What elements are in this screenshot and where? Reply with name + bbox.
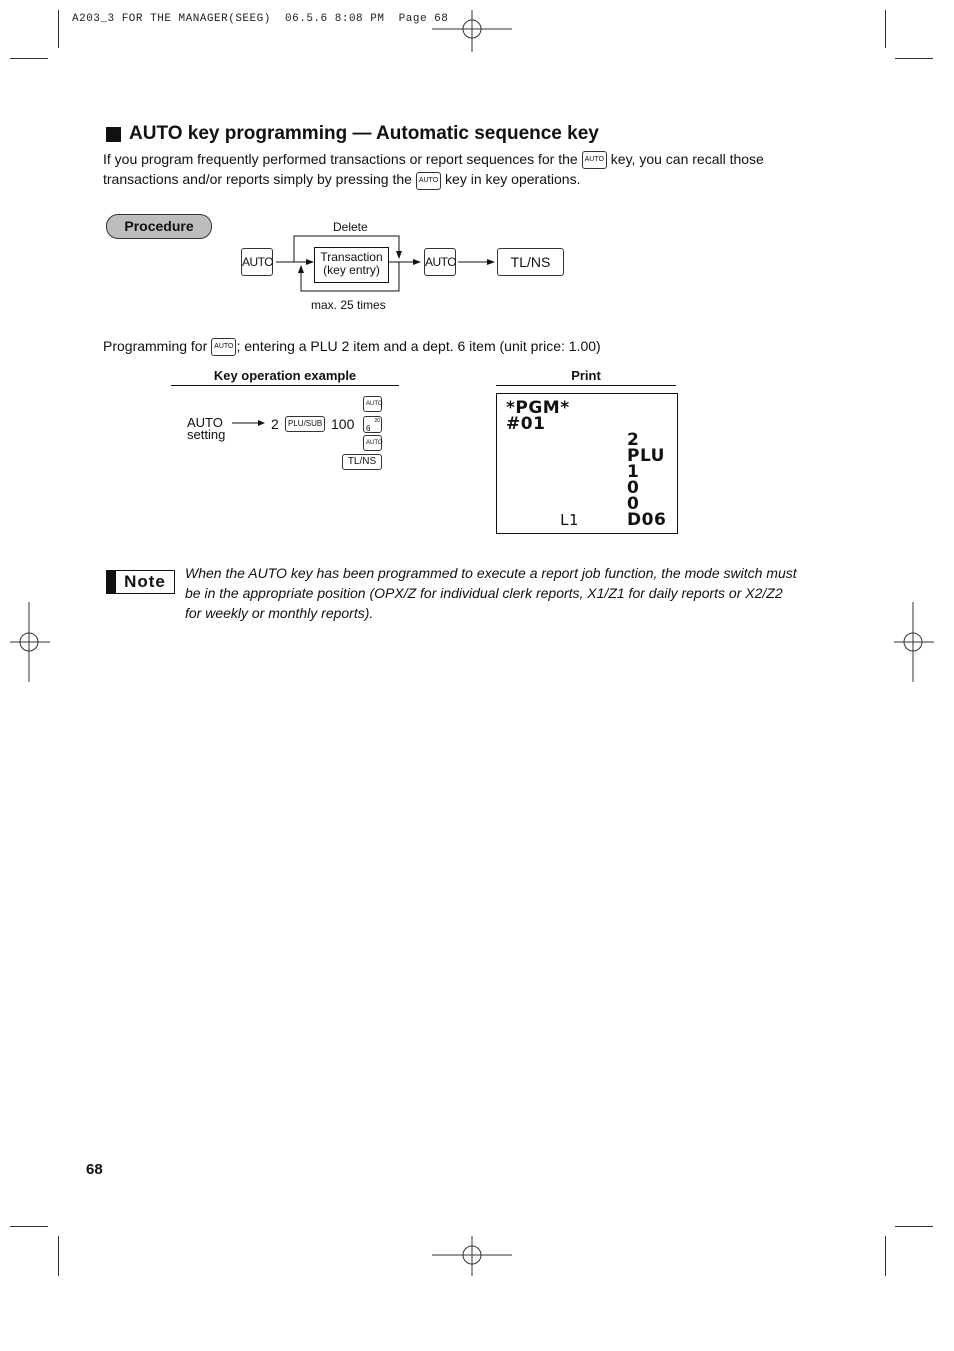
note-text <box>185 563 835 623</box>
auto-setting-label <box>187 417 225 441</box>
transaction-box <box>314 247 389 283</box>
crop-mark <box>10 1226 48 1227</box>
programming-text: ; entering a PLU 2 item and a dept. 6 item (unit price: 1.00) <box>236 338 601 354</box>
print-header-slug: A203_3 FOR THE MANAGER(SEEG) 06.5.6 8:08 PM Page 68 <box>72 13 449 25</box>
procedure-flow-lines <box>270 228 510 298</box>
intro-text: key, you can recall those <box>610 151 764 167</box>
receipt-line: 1 <box>627 462 640 482</box>
registration-mark-left <box>10 602 50 682</box>
intro-line-1 <box>103 149 803 169</box>
intro-text: key in key operations. <box>445 171 581 188</box>
page-number: 68 <box>86 1161 103 1178</box>
transaction-sublabel: (key entry) <box>323 263 380 277</box>
crop-mark <box>885 1236 886 1276</box>
crop-mark <box>885 10 886 48</box>
intro-text: transactions and/or reports simply by pressing the <box>103 171 412 188</box>
registration-mark-right <box>894 602 934 682</box>
auto-key-icon: AUTO <box>416 172 441 190</box>
receipt-line: 0 <box>627 478 640 498</box>
entry-number: 100 <box>331 416 355 432</box>
auto-key: AUTO <box>241 248 273 276</box>
tl-ns-key: TL/NS <box>497 248 564 276</box>
note-bar-icon <box>107 571 116 593</box>
crop-mark <box>10 58 48 59</box>
auto-label: AUTO <box>187 415 223 430</box>
receipt-line: #01 <box>506 414 546 434</box>
square-bullet-icon <box>106 127 121 142</box>
intro-line-2 <box>103 169 803 189</box>
entry-number: 2 <box>271 416 279 432</box>
dept-6-key <box>363 416 382 433</box>
receipt-printout <box>496 393 678 534</box>
receipt-line: 0 <box>627 494 640 514</box>
auto-key-icon: AUTO <box>211 338 236 356</box>
delete-label: Delete <box>333 220 368 234</box>
print-heading: Print <box>496 368 676 386</box>
key-operation-heading: Key operation example <box>171 368 399 386</box>
programming-text: Programming for <box>103 338 208 354</box>
receipt-line: D06 <box>627 510 667 530</box>
note-line: for weekly or monthly reports). <box>185 605 374 621</box>
receipt-line: *PGM* <box>506 398 570 418</box>
arrow-icon <box>232 419 266 427</box>
auto-key-small: AUTO <box>363 435 382 451</box>
note-line: be in the appropriate position (OPX/Z for individual clerk reports, X1/Z1 for daily reports or X2/Z2 <box>185 585 783 601</box>
receipt-line: PLU <box>627 446 665 466</box>
auto-key: AUTO <box>424 248 456 276</box>
note-line: When the AUTO key has been programmed to execute a report job function, the mode switch must <box>185 565 797 581</box>
note-badge <box>106 570 175 594</box>
procedure-label: Procedure <box>106 214 212 239</box>
auto-key-small: AUTO <box>363 396 382 412</box>
transaction-label: Transaction <box>320 250 383 264</box>
crop-mark <box>895 1226 933 1227</box>
dept-key-number: 6 <box>366 424 371 433</box>
crop-mark <box>58 10 59 48</box>
receipt-line: 2 <box>627 430 640 450</box>
intro-paragraph <box>103 149 803 190</box>
receipt-l1: L1 <box>560 511 579 529</box>
setting-label: setting <box>187 427 226 442</box>
dept-key-superscript: 20 <box>374 418 380 424</box>
repeat-limit-label: max. 25 times <box>311 298 386 312</box>
crop-mark <box>895 58 933 59</box>
crop-mark <box>58 1236 59 1276</box>
registration-mark-bottom <box>432 1236 512 1276</box>
intro-text: If you program frequently performed transactions or report sequences for the <box>103 151 578 167</box>
tl-ns-key-small: TL/NS <box>342 454 382 470</box>
section-title <box>106 123 599 145</box>
programming-sentence <box>103 336 601 356</box>
note-label: Note <box>124 572 166 591</box>
plu-sub-key: PLU/SUB <box>285 416 325 432</box>
section-title-text: AUTO key programming — Automatic sequence key <box>129 123 599 144</box>
auto-key-icon: AUTO <box>582 151 607 169</box>
